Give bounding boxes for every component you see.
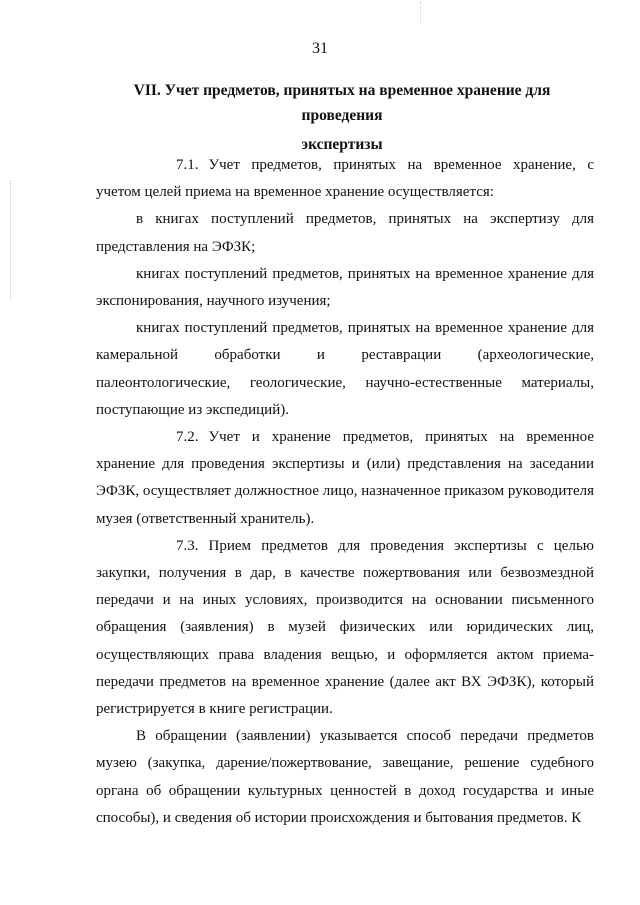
paragraph-text: книгах поступлений предметов, принятых на временное хранение для камеральной обработки и реставрации (археологические, палеонтологические, геологические, научно-естественные материалы, поступающие из экспедиций). <box>96 320 594 418</box>
paragraph-text: в книгах поступлений предметов, принятых на экспертизу для представления на ЭФЗК; <box>96 211 594 255</box>
paragraph <box>96 424 594 533</box>
document-body <box>96 152 594 832</box>
clause-number: 7.1. <box>176 157 199 173</box>
paragraph-text: В обращении (заявлении) указывается способ передачи предметов музею (закупка, дарение/пожертвование, завещание, решение судебного органа об обращении культурных ценностей в доход государства и иные способы), и сведения об истории происхождения и бытования предметов. К <box>96 728 594 826</box>
paragraph <box>96 533 594 723</box>
clause-number: 7.3. <box>176 537 199 554</box>
paragraph-text: Учет предметов, принятых на временное хранение, с учетом целей приема на временное хранение осуществляется: <box>96 157 594 201</box>
clause-number: 7.2. <box>176 429 199 446</box>
scan-artifact <box>10 180 12 300</box>
paragraph-text: Прием предметов для проведения экспертизы с целью закупки, получения в дар, в качестве пожертвования или безвозмездной передачи и на иных условиях, производится на основании письменного обращения (заявления) в музей физических или юридических лиц, осуществляющих права владения вещью, и оформляется актом приема-передачи предметов на временное хранение (далее акт ВХ ЭФЗК), который регистрируется в книге регистрации. <box>96 537 594 718</box>
section-heading <box>96 78 588 157</box>
section-title-line2: экспертизы <box>301 136 383 153</box>
paragraph <box>96 315 594 424</box>
paragraph-text: книгах поступлений предметов, принятых на временное хранение для экспонирования, научного изучения; <box>96 265 594 310</box>
paragraph-text: Учет и хранение предметов, принятых на временное хранение для проведения экспертизы и (или) представления на заседании ЭФЗК, осуществляет должностное лицо, назначенное приказом руководителя музея (ответственный хранитель). <box>96 429 595 527</box>
section-title-line1: VII. Учет предметов, принятых на временное хранение для проведения <box>133 82 551 124</box>
paragraph <box>96 261 594 315</box>
page-number: 31 <box>312 40 328 57</box>
paragraph <box>96 206 594 260</box>
scan-artifact <box>420 2 422 24</box>
paragraph <box>96 723 594 832</box>
paragraph <box>96 152 594 206</box>
